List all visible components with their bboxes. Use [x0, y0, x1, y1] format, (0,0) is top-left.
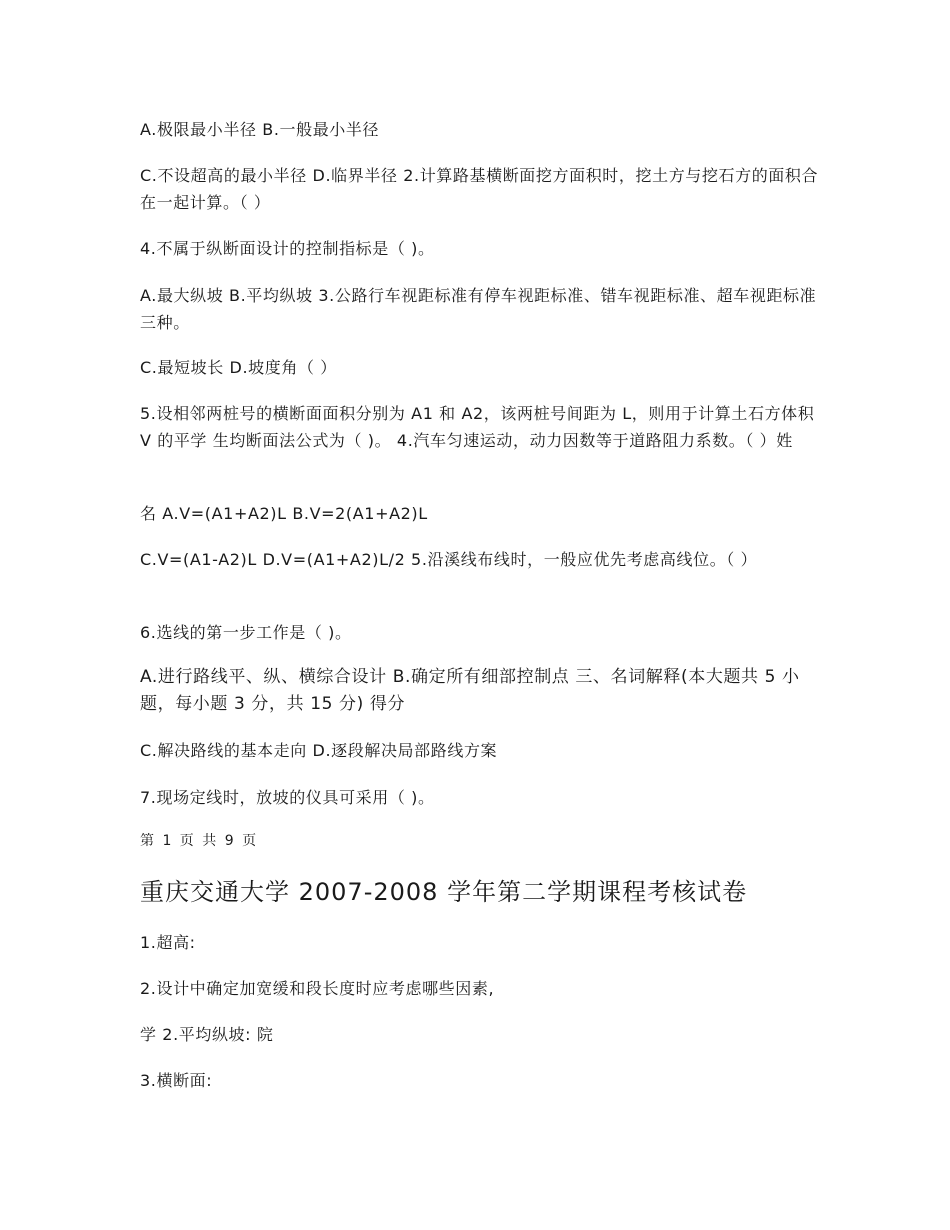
paragraph-12: 7.现场定线时，放坡的仪具可采用（ )。: [140, 788, 435, 807]
page-footer: 第 1 页 共 9 页: [140, 833, 259, 849]
question-4: 3.横断面:: [140, 1071, 213, 1090]
paragraph-10: A.进行路线平、纵、横综合设计 B.确定所有细部控制点 三、名词解释(本大题共 5 小题，每小题 3 分，共 15 分) 得分: [140, 667, 800, 714]
exam-heading: 重庆交通大学 2007-2008 学年第二学期课程考核试卷: [140, 878, 748, 906]
paragraph-8: C.V=(A1-A2)L D.V=(A1+A2)L/2 5.沿溪线布线时，一般应优先考虑高线位。（ ）: [140, 550, 758, 569]
question-3: 学 2.平均纵坡: 院: [140, 1025, 274, 1044]
paragraph-5: C.最短坡长 D.坡度角（ ）: [140, 358, 337, 377]
paragraph-11: C.解决路线的基本走向 D.逐段解决局部路线方案: [140, 741, 498, 760]
paragraph-4: A.最大纵坡 B.平均纵坡 3.公路行车视距标准有停车视距标准、错车视距标准、超车视距标准三种。: [140, 286, 817, 332]
paragraph-1: A.极限最小半径 B.一般最小半径: [140, 120, 380, 139]
paragraph-6: 5.设相邻两桩号的横断面面积分别为 A1 和 A2，该两桩号间距为 L，则用于计算土石方体积 V 的平学 生均断面法公式为（ )。 4.汽车匀速运动，动力因数等于道路阻力系数。（ ）姓: [140, 404, 815, 450]
paragraph-7: 名 A.V=(A1+A2)L B.V=2(A1+A2)L: [140, 504, 428, 523]
paragraph-2: C.不设超高的最小半径 D.临界半径 2.计算路基横断面挖方面积时，挖土方与挖石方的面积合在一起计算。（ ）: [140, 166, 819, 212]
question-1: 1.超高:: [140, 933, 196, 952]
question-2: 2.设计中确定加宽缓和段长度时应考虑哪些因素,: [140, 979, 495, 998]
paragraph-9: 6.选线的第一步工作是（ )。: [140, 623, 352, 642]
paragraph-3: 4.不属于纵断面设计的控制指标是（ )。: [140, 239, 435, 258]
